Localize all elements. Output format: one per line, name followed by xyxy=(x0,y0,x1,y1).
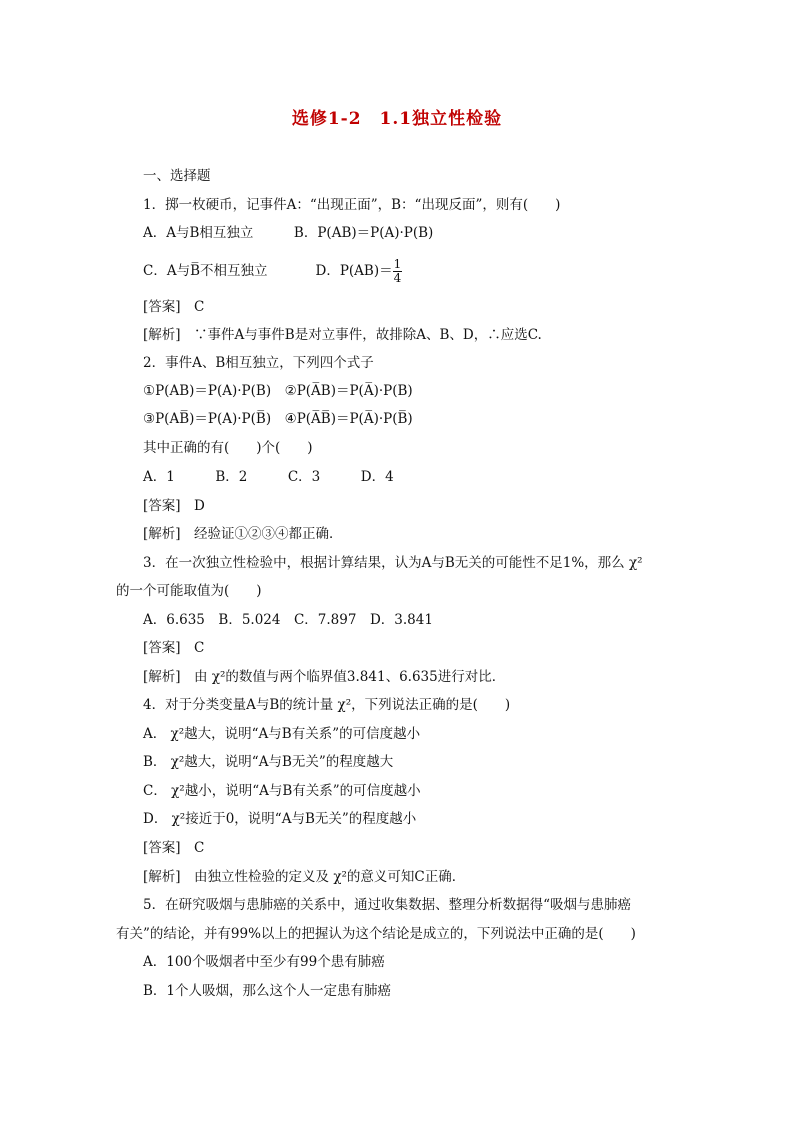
q1-options-cd xyxy=(143,258,402,285)
q2-answer: [答案] D xyxy=(143,498,205,514)
question-5: 5．在研究吸烟与患肺癌的关系中，通过收集数据、整理分析数据得“吸烟与患肺癌 xyxy=(143,897,631,913)
section-heading: 一、选择题 xyxy=(143,168,211,184)
q2-formula-1: ①P(AB)＝P(A)·P(B) ②P(A̅B)＝P(A̅)·P(B) xyxy=(143,383,413,399)
question-3-cont: 的一个可能取值为( ) xyxy=(116,583,262,599)
q2-options: A．1 B．2 C．3 D．4 xyxy=(143,469,394,485)
fraction-numerator: 1 xyxy=(393,257,402,271)
q2-analysis: [解析] 经验证①②③④都正确． xyxy=(143,526,343,542)
q5-option-b: B．1个人吸烟，那么这个人一定患有肺癌 xyxy=(143,983,392,999)
question-5-cont: 有关”的结论，并有99%以上的把握认为这个结论是成立的，下列说法中正确的是( ) xyxy=(116,926,636,942)
page-title: 选修1-2 1.1独立性检验 xyxy=(291,109,503,129)
q2-formula-2: ③P(AB̅)＝P(A)·P(B̅) ④P(A̅B̅)＝P(A̅)·P(B̅) xyxy=(143,411,413,427)
q3-answer: [答案] C xyxy=(143,640,205,656)
question-1: 1．掷一枚硬币，记事件A：“出现正面”，B：“出现反面”，则有( ) xyxy=(143,197,561,213)
question-4: 4．对于分类变量A与B的统计量 χ²，下列说法正确的是( ) xyxy=(143,697,511,713)
q4-answer: [答案] C xyxy=(143,840,205,856)
q4-option-d: D． χ²接近于0，说明“A与B无关”的程度越小 xyxy=(143,811,417,827)
q3-options: A．6.635 B．5.024 C．7.897 D．3.841 xyxy=(143,612,433,628)
q4-option-c: C． χ²越小，说明“A与B有关系”的可信度越小 xyxy=(143,783,421,799)
fraction xyxy=(393,258,403,285)
q1-options-ab: A．A与B相互独立 B．P(AB)＝P(A)·P(B) xyxy=(143,225,434,241)
q1-option-c: C．A与B̅不相互独立 xyxy=(143,263,268,279)
q3-analysis: [解析] 由 χ²的数值与两个临界值3.841、6.635进行对比． xyxy=(143,669,506,685)
q1-answer: [答案] C xyxy=(143,299,205,315)
q1-analysis: [解析] ∵事件A与事件B是对立事件，故排除A、B、D，∴应选C. xyxy=(143,327,542,343)
fraction-denominator: 4 xyxy=(393,271,402,285)
question-2: 2．事件A、B相互独立，下列四个式子 xyxy=(143,355,374,371)
q4-analysis: [解析] 由独立性检验的定义及 χ²的意义可知C正确． xyxy=(143,869,466,885)
q2-stem: 其中正确的有( )个( ) xyxy=(143,440,313,456)
q1-option-d: D．P(AB)＝ xyxy=(315,263,393,279)
question-3: 3．在一次独立性检验中，根据计算结果，认为A与B无关的可能性不足1%，那么 χ² xyxy=(143,555,643,571)
q4-option-a: A． χ²越大，说明“A与B有关系”的可信度越小 xyxy=(143,726,421,742)
q4-option-b: B． χ²越大，说明“A与B无关”的程度越大 xyxy=(143,754,394,770)
q5-option-a: A．100个吸烟者中至少有99个患有肺癌 xyxy=(143,954,385,970)
